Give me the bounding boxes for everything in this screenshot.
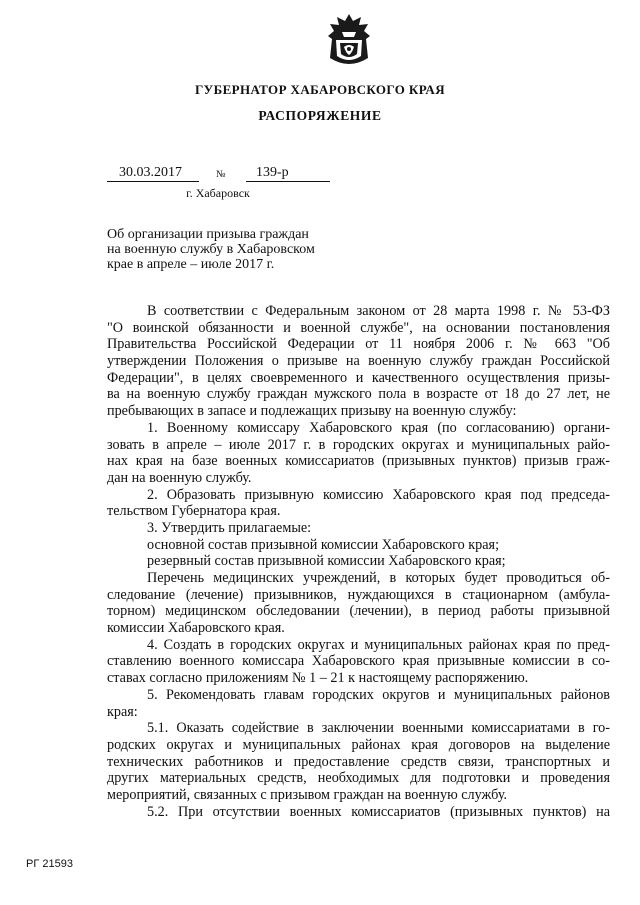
body-line: мероприятий, связанных с призывом граждан на военную службу. bbox=[107, 786, 508, 803]
body-line: 3. Утвердить прилагаемые: bbox=[147, 519, 312, 536]
coat-of-arms-icon bbox=[326, 12, 372, 68]
body-line: резервный состав призывной комиссии Хабаровского края; bbox=[147, 553, 506, 570]
body-line: родских округах и муниципальных районах края договоров на выделение bbox=[107, 736, 610, 753]
body-line: Федерации", в целях своевременного и качественного осуществления призы- bbox=[107, 369, 610, 386]
body-line: тельством Губернатора края. bbox=[107, 503, 281, 520]
body-line: ставлению военного комиссара Хабаровского края призывные комиссии в со- bbox=[107, 653, 610, 670]
body-line: нах края на базе военных комиссариатов (призывных пунктов) призыв граж- bbox=[107, 453, 610, 470]
body-line: ва на военную службу граждан мужского пола в возрасте от 18 до 27 лет, не bbox=[107, 386, 610, 403]
body-line: других материальных средств, необходимых для подготовки и проведения bbox=[107, 770, 610, 787]
body-line: 2. Образовать призывную комиссию Хабаровского края под председа- bbox=[147, 486, 610, 503]
body-line: пребывающих в запасе и подлежащих призыву на военную службу: bbox=[107, 403, 517, 420]
body-line: утверждении Положения о призыве на военную службу граждан Российской bbox=[107, 353, 610, 370]
body-line: Перечень медицинских учреждений, в которых будет проводиться об- bbox=[147, 570, 610, 586]
footer-code: РГ 21593 bbox=[26, 858, 73, 870]
body-line: Правительства Российской Федерации от 11 ноября 2006 г. № 663 "Об bbox=[107, 336, 610, 353]
body-line: основной состав призывной комиссии Хабаровского края; bbox=[147, 536, 500, 553]
body-line: "О воинской обязанности и военной службе", на основании постановления bbox=[107, 319, 610, 336]
body-line: технических работников и предоставление средств связи, транспортных и bbox=[107, 753, 610, 770]
body-line: комиссии Хабаровского края. bbox=[107, 620, 285, 637]
document-date: 30.03.2017 bbox=[107, 165, 199, 182]
body-line: ставах согласно приложениям № 1 – 21 к настоящему распоряжению. bbox=[107, 670, 529, 687]
body-line: зовать в апреле – июле 2017 г. в городских округах и муниципальных райо- bbox=[107, 436, 610, 453]
body-line: края: bbox=[107, 703, 138, 720]
body-line: 5.2. При отсутствии военных комиссариатов (призывных пунктов) на bbox=[147, 803, 610, 820]
document-type: РАСПОРЯЖЕНИЕ bbox=[258, 108, 382, 123]
document-number: 139-р bbox=[246, 165, 330, 182]
document-subject bbox=[107, 227, 315, 272]
body-line: 1. Военному комиссару Хабаровского края (по согласованию) органи- bbox=[147, 419, 610, 436]
subject-line: Об организации призыва граждан bbox=[107, 227, 309, 242]
body-line: следование (лечение) призывников, нуждающихся в стационарном (амбула- bbox=[107, 586, 610, 603]
document-body bbox=[107, 303, 610, 820]
number-sign: № bbox=[216, 169, 226, 180]
issue-city: г. Хабаровск bbox=[186, 186, 250, 200]
body-line: дан на военную службу. bbox=[107, 469, 252, 486]
body-line: 5.1. Оказать содействие в заключении военными комиссариатами в го- bbox=[147, 720, 610, 737]
subject-line: на военную службу в Хабаровском bbox=[107, 242, 315, 257]
body-line: 5. Рекомендовать главам городских округов и муниципальных районов bbox=[147, 686, 610, 703]
body-line: В соответствии с Федеральным законом от 28 марта 1998 г. № 53-ФЗ bbox=[147, 303, 610, 319]
subject-line: крае в апреле – июле 2017 г. bbox=[107, 257, 275, 272]
body-line: 4. Создать в городских округах и муниципальных районах края по пред- bbox=[147, 636, 610, 653]
issuing-authority: ГУБЕРНАТОР ХАБАРОВСКОГО КРАЯ bbox=[194, 82, 445, 97]
body-line: торном) медицинском обследовании (лечении), в период работы призывной bbox=[107, 603, 610, 620]
